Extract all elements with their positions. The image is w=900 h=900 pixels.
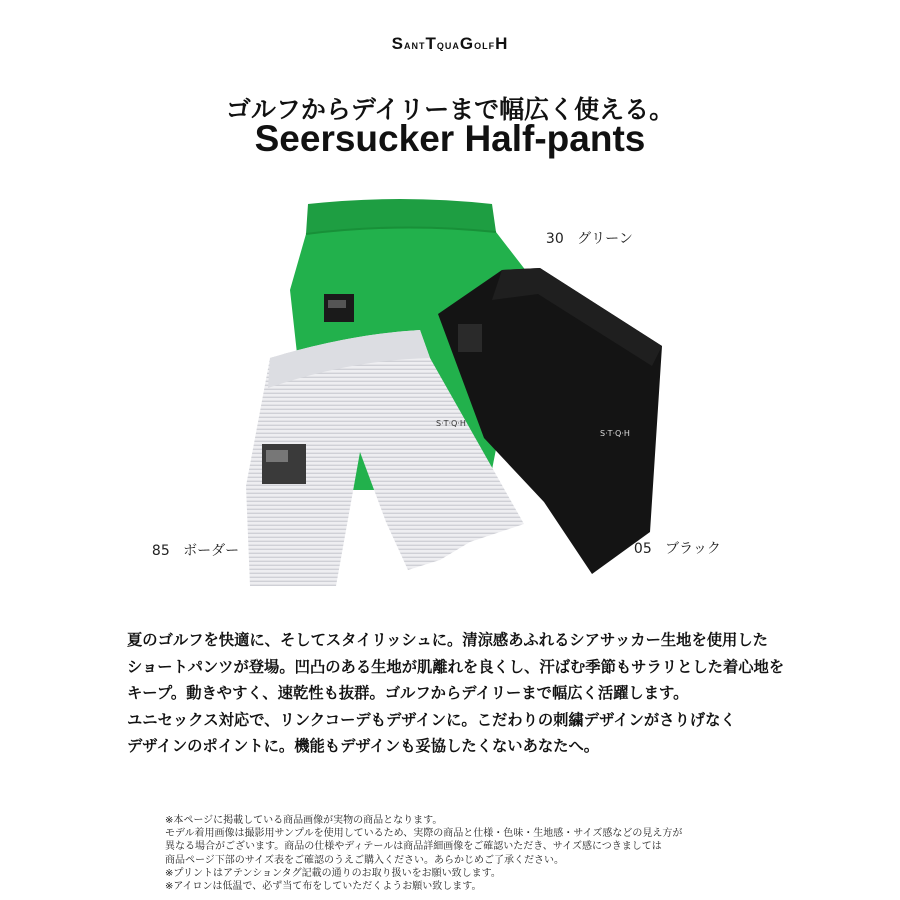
product-photo	[240, 190, 680, 600]
product-title: Seersucker Half-pants	[254, 118, 646, 159]
note-line: 異なる場合がございます。商品の仕様やディテールは商品詳細画像をご確認いただき、サイズ感につきましては	[165, 841, 662, 853]
color-label-green: 30 グリーン	[545, 231, 633, 247]
brand-logo: SANTTQUAGOLFH	[391, 34, 509, 53]
note-line: 商品ページ下部のサイズ表をご確認のうえご購入ください。あらかじめご了承ください。	[165, 854, 564, 866]
description-line: 夏のゴルフを快適に、そしてスタイリッシュに。清涼感あふれるシアサッカー生地を使用した	[127, 631, 768, 649]
description-line: ショートパンツが登場。凹凸のある生地が肌離れを良くし、汗ばむ季節もサラリとした着心地を	[127, 657, 785, 676]
color-label-border: 85 ボーダー	[151, 543, 240, 559]
color-label-black: 05 ブラック	[633, 541, 721, 557]
description-line: キープ。動きやすく、速乾性も抜群。ゴルフからデイリーまで幅広く活躍します。	[127, 684, 689, 703]
product-description	[127, 627, 807, 760]
description-line: デザインのポイントに。機能もデザインも妥協したくないあなたへ。	[127, 737, 600, 756]
border-embroidery: S·T·Q·H	[436, 419, 466, 428]
note-line: ※本ページに掲載している商品画像が実物の商品となります。	[165, 815, 443, 826]
note-line: モデル着用画像は撮影用サンプルを使用しているため、実際の商品と仕様・色味・生地感・サイズ感などの見え方が	[165, 828, 683, 840]
note-line: ※プリントはアテンションタグ記載の通りのお取り扱いをお願い致します。	[165, 867, 501, 879]
note-line: ※アイロンは低温で、必ず当て布をしていただくようお願い致します。	[165, 881, 482, 893]
description-line: ユニセックス対応で、リンクコーデもデザインに。こだわりの刺繍デザインがさりげなく	[127, 710, 736, 729]
black-embroidery: S·T·Q·H	[600, 429, 630, 438]
product-notes	[165, 814, 805, 893]
black-brand-patch	[458, 324, 482, 352]
tagline: ゴルフからデイリーまで幅広く使える。	[225, 95, 675, 124]
